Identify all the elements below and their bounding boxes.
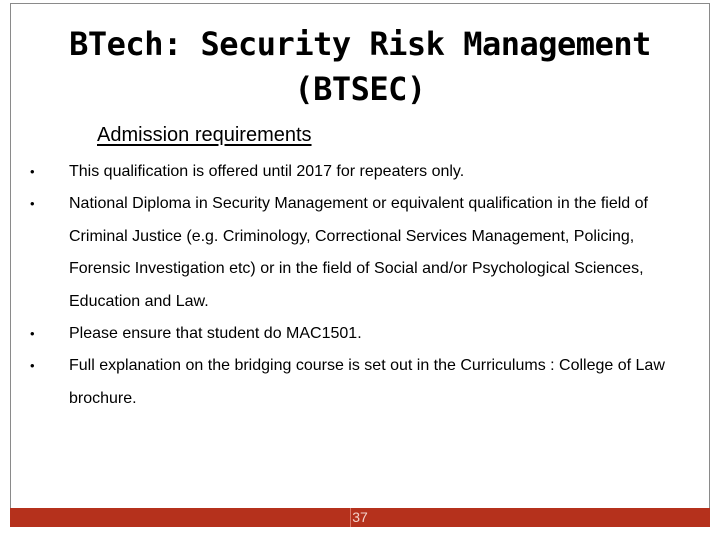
bullet-item	[30, 156, 680, 188]
bullet-item	[30, 350, 680, 415]
bullet-item	[30, 318, 680, 350]
bullet-marker: •	[30, 326, 35, 342]
slide-title	[10, 22, 710, 112]
bullet-text: Please ensure that student do MAC1501.	[69, 325, 362, 343]
page-number: 37	[352, 509, 368, 525]
bullet-item	[30, 188, 680, 318]
bullet-marker: •	[30, 164, 35, 179]
bullet-text: This qualification is offered until 2017 for repeaters only.	[69, 163, 465, 180]
bullet-marker: •	[30, 358, 35, 374]
slide-title-line-1: BTech: Security Risk Management	[69, 25, 651, 63]
bullet-marker: •	[30, 196, 35, 212]
slide-title-line-2: (BTSEC)	[294, 70, 426, 108]
section-heading: Admission requirements	[97, 124, 312, 146]
bullet-text: National Diploma in Security Management or equivalent qualification in the field of Criminal Justice (e.g. Criminology, Correctional Services Management, Policing, Forensic Investigation etc) or in the field of Social and/or Psychological Sciences, Education and Law.	[69, 195, 648, 310]
bullet-list	[30, 156, 680, 415]
bullet-text: Full explanation on the bridging course is set out in the Curriculums : College of Law brochure.	[69, 357, 665, 407]
